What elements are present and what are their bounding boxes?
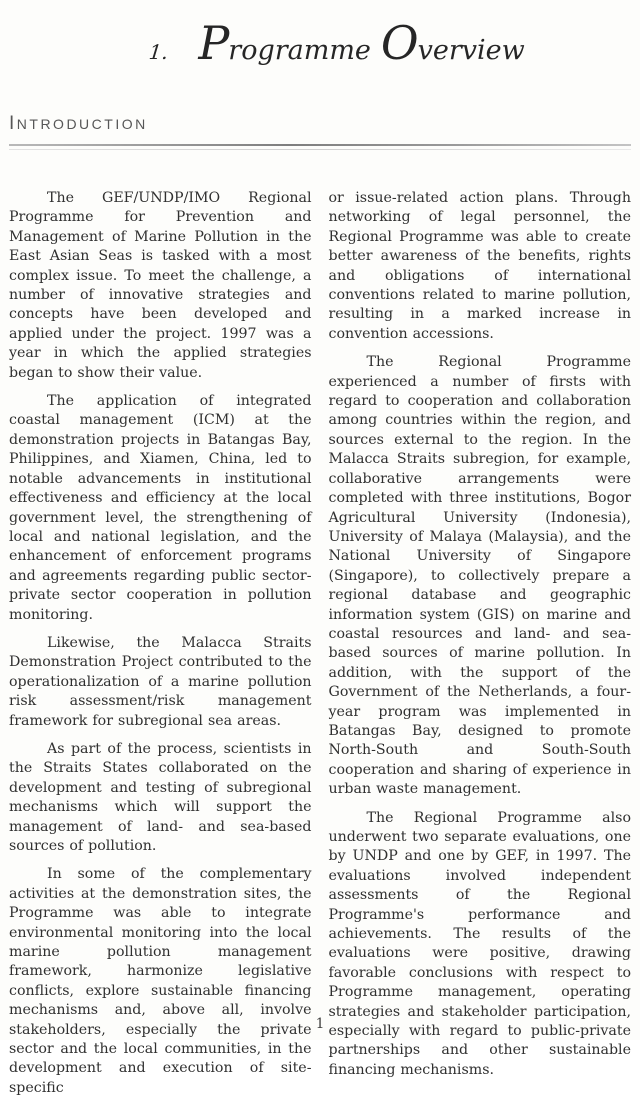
paragraph: The Regional Programme experienced a number of firsts with regard to cooperation and collaboration among countries within the region, and sources external to the region. In the Malacca Straits subregion, for example, collaborative arrangements were completed with three institutions, Bogor Agricultural University (Indonesia), University of Malaya (Malaysia), and the National University of Singapore (Singapore), to collectively prepare a regional database and geographic information system (GIS) on marine and coastal resources and land- and sea-based sources of marine pollution. In addition, with the support of the Government of the Netherlands, a four-year program was implemented in Batangas Bay, designed to promote North-South and South-South cooperation and sharing of experience in urban waste management.	[328, 354, 631, 798]
left-column	[9, 189, 312, 1107]
paragraph: The GEF/UNDP/IMO Regional Programme for Prevention and Management of Marine Pollution in the East Asian Seas is tasked with a most complex issue. To meet the challenge, a number of innovative strategies and concepts have been developed and applied under the project. 1997 was a year in which the applied strategies began to show their value.	[9, 190, 312, 381]
paragraph: The application of integrated coastal management (ICM) at the demonstration projects in Batangas Bay, Philippines, and Xiamen, China, led to notable advancements in institutional effectiveness and efficiency at the local government level, the strengthening of local and national legislation, and the enhancement of enforcement programs and agreements regarding public sector-private sector cooperation in pollution monitoring.	[9, 393, 312, 623]
paragraph: or issue-related action plans. Through networking of legal personnel, the Regional Programme was able to create better awareness of the benefits, rights and obligations of international conventions related to marine pollution, resulting in a marked increase in convention accessions.	[328, 190, 631, 342]
two-column-body	[9, 189, 631, 1107]
title-drop-cap: O	[380, 16, 418, 70]
paragraph: In some of the complementary activities at the demonstration sites, the Programme was able to integrate environmental monitoring into the local marine pollution management framework, harmonize legislative conflicts, explore sustainable financing mechanisms and, above all, involve stakeholders, especially the private sector and the local communities, in the development and execution of site-specific	[9, 866, 312, 1096]
chapter-number: 1.	[147, 40, 170, 64]
paragraph: Likewise, the Malacca Straits Demonstration Project contributed to the operationalization of a marine pollution risk assessment/risk management framework for subregional sea areas.	[9, 634, 312, 729]
right-column	[329, 189, 632, 1107]
title-word-overview: Overview	[380, 16, 525, 70]
page-number: 1	[315, 1016, 325, 1032]
section-heading-introduction: INTRODUCTION	[9, 113, 148, 134]
horizontal-rule-light	[9, 149, 631, 150]
title-drop-cap: P	[198, 16, 229, 70]
chapter-title	[43, 0, 631, 70]
paragraph: As part of the process, scientists in the Straits States collaborated on the development and testing of subregional mechanisms which will support the management of land- and sea-based sources of pollution.	[9, 740, 312, 854]
horizontal-rule-dark	[9, 144, 631, 146]
paragraph: The Regional Programme also underwent two separate evaluations, one by UNDP and one by GEF, in 1997. The evaluations involved independent assessments of the Regional Programme's performance and achievements. The results of the evaluations were positive, drawing favorable conclusions with respect to Programme management, operating strategies and stakeholder participation, especially with regard to public-private partnerships and other sustainable financing mechanisms.	[328, 809, 631, 1078]
title-word-programme: Programme	[198, 16, 371, 70]
